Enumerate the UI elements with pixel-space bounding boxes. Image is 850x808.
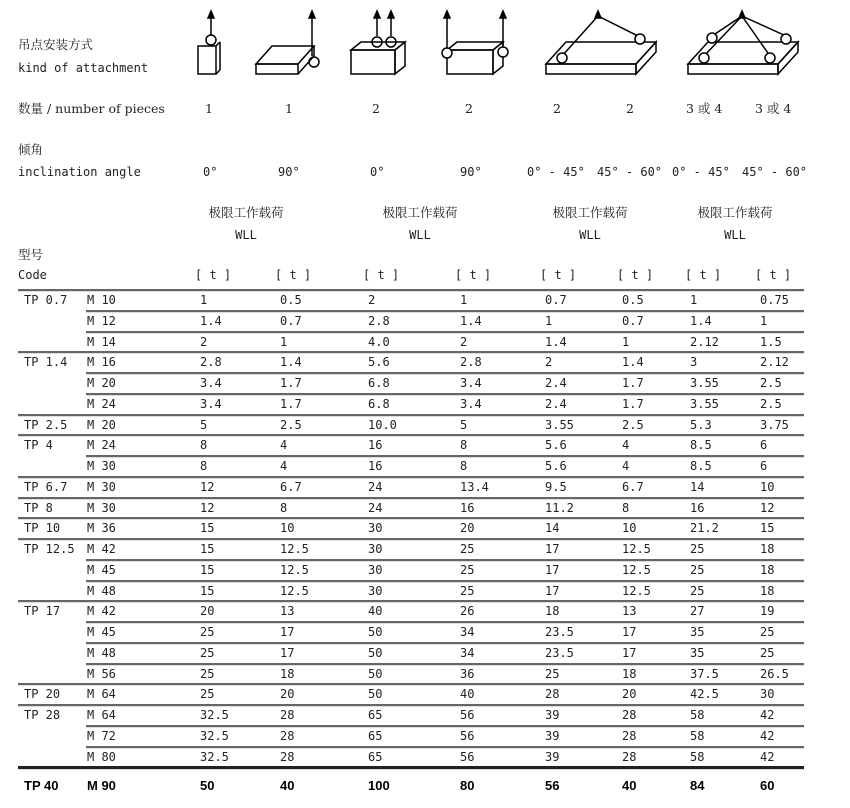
row-value: 1.4 xyxy=(460,313,482,328)
row-value: 6.8 xyxy=(368,396,390,411)
pieces-value: 2 xyxy=(465,101,473,116)
row-value: 1.7 xyxy=(622,376,644,390)
row-value: 18 xyxy=(545,604,560,619)
unit-label: [ t ] xyxy=(617,268,654,282)
row-value: 1.5 xyxy=(760,334,782,349)
wll-label-cn: 极限工作载荷 xyxy=(552,205,628,220)
row-value: 2.5 xyxy=(280,417,302,432)
table-row xyxy=(0,311,850,332)
row-value: 3.4 xyxy=(460,396,482,411)
unit-label: [ t ] xyxy=(275,268,312,282)
row-value: 0.7 xyxy=(622,313,644,328)
row-value: 32.5 xyxy=(200,749,229,764)
row-value: 18 xyxy=(760,562,775,577)
row-value: 40 xyxy=(368,604,383,619)
unit-label: [ t ] xyxy=(685,268,722,282)
row-value: 1 xyxy=(200,293,208,307)
table-row xyxy=(0,601,850,622)
row-value: 56 xyxy=(460,708,475,722)
angle-value: 0° xyxy=(203,165,218,179)
row-value: 39 xyxy=(545,708,560,722)
row-size: M 45 xyxy=(87,625,116,639)
row-value: 17 xyxy=(545,562,560,577)
row-value: 8 xyxy=(622,500,630,515)
row-value: 25 xyxy=(545,666,560,681)
table-row xyxy=(0,394,850,415)
row-size: M 45 xyxy=(87,562,116,577)
row-value: 34 xyxy=(460,645,475,660)
row-value: 0.5 xyxy=(280,293,302,307)
row-value: 8.5 xyxy=(690,438,712,453)
table-row xyxy=(0,456,850,477)
row-size: M 48 xyxy=(87,645,116,660)
row-value: 1 xyxy=(760,313,768,328)
row-value: 1.4 xyxy=(690,313,712,328)
row-value: 15 xyxy=(200,583,215,598)
row-value: 24 xyxy=(368,500,383,515)
row-value: 19 xyxy=(760,604,775,619)
pieces-value: 2 xyxy=(553,101,561,116)
row-value: 30 xyxy=(368,583,383,598)
row-value: 16 xyxy=(368,438,383,453)
row-value: 2 xyxy=(545,355,553,370)
row-size: M 30 xyxy=(87,459,116,473)
row-value: 2.5 xyxy=(760,376,782,390)
row-value: 3.4 xyxy=(460,376,482,390)
row-value: 2 xyxy=(368,293,376,307)
row-value: 0.75 xyxy=(760,293,789,307)
row-value: 58 xyxy=(690,749,705,764)
row-value: 13 xyxy=(280,604,295,619)
row-value: 21.2 xyxy=(690,521,719,536)
row-size: M 16 xyxy=(87,355,116,370)
unit-label: [ t ] xyxy=(195,268,232,282)
row-value: 6.7 xyxy=(280,479,302,494)
row-code: TP 0.7 xyxy=(24,293,68,307)
row-value: 35 xyxy=(690,645,705,660)
row-value: 4 xyxy=(622,438,630,453)
table-row xyxy=(0,332,850,353)
row-value: 2.12 xyxy=(690,334,719,349)
row-value: 16 xyxy=(690,500,705,515)
row-value: 8.5 xyxy=(690,459,712,473)
row-value: 16 xyxy=(368,459,383,473)
row-value: 8 xyxy=(200,438,208,453)
row-value: 3.55 xyxy=(690,376,719,390)
row-value: 18 xyxy=(280,666,295,681)
row-value: 28 xyxy=(545,687,560,702)
unit-label: [ t ] xyxy=(455,268,492,282)
row-value: 12 xyxy=(200,479,215,494)
row-value: 2 xyxy=(460,334,468,349)
row-value: 12 xyxy=(200,500,215,515)
row-value: 6.8 xyxy=(368,376,390,390)
table-row xyxy=(0,581,850,602)
row-code: TP 1.4 xyxy=(24,355,68,370)
row-value: 17 xyxy=(622,625,637,639)
row-value: 28 xyxy=(622,749,637,764)
row-value: 100 xyxy=(368,778,390,794)
row-value: 39 xyxy=(545,728,560,743)
angle-value: 90° xyxy=(278,165,300,179)
row-value: 20 xyxy=(622,687,637,702)
table-row xyxy=(0,643,850,664)
row-value: 1 xyxy=(460,293,468,307)
two-point-side-icon xyxy=(435,8,515,76)
row-value: 40 xyxy=(460,687,475,702)
row-value: 65 xyxy=(368,728,383,743)
angle-value: 45° - 60° xyxy=(742,165,808,179)
row-value: 56 xyxy=(460,728,475,743)
row-value: 0.7 xyxy=(545,293,567,307)
row-value: 50 xyxy=(200,778,215,794)
row-value: 35 xyxy=(690,625,705,639)
row-value: 13.4 xyxy=(460,479,489,494)
row-code: TP 10 xyxy=(24,521,61,536)
table-row xyxy=(0,684,850,705)
row-value: 34 xyxy=(460,625,475,639)
row-size: M 20 xyxy=(87,417,116,432)
row-value: 12 xyxy=(760,500,775,515)
attachment-label-en: kind of attachment xyxy=(18,61,149,75)
row-value: 50 xyxy=(368,687,383,702)
row-value: 30 xyxy=(368,521,383,536)
row-value: 25 xyxy=(760,645,775,660)
row-value: 26.5 xyxy=(760,666,789,681)
row-value: 42 xyxy=(760,728,775,743)
row-value: 1 xyxy=(545,313,553,328)
row-value: 1 xyxy=(622,334,630,349)
row-value: 84 xyxy=(690,778,705,794)
table-row xyxy=(0,747,850,768)
wll-label-en: WLL xyxy=(724,228,746,242)
row-size: M 30 xyxy=(87,479,116,494)
row-value: 1.7 xyxy=(280,376,302,390)
row-value: 3.55 xyxy=(690,396,719,411)
row-size: M 14 xyxy=(87,334,116,349)
row-value: 18 xyxy=(760,583,775,598)
row-value: 28 xyxy=(622,708,637,722)
table-row-total xyxy=(0,776,850,797)
wll-label-en: WLL xyxy=(235,228,257,242)
row-size: M 30 xyxy=(87,500,116,515)
pieces-value: 2 xyxy=(372,101,380,116)
row-size: M 12 xyxy=(87,313,116,328)
pieces-value: 3 或 4 xyxy=(686,101,723,116)
row-value: 5.6 xyxy=(545,459,567,473)
row-value: 5 xyxy=(460,417,468,432)
row-size: M 72 xyxy=(87,728,116,743)
row-value: 80 xyxy=(460,778,475,794)
row-value: 25 xyxy=(460,583,475,598)
table-row xyxy=(0,518,850,539)
row-size: M 42 xyxy=(87,542,116,556)
row-value: 15 xyxy=(760,521,775,536)
row-value: 15 xyxy=(200,521,215,536)
row-value: 42 xyxy=(760,708,775,722)
row-size: M 20 xyxy=(87,376,116,390)
row-value: 17 xyxy=(280,625,295,639)
row-size: M 64 xyxy=(87,708,116,722)
row-code: TP 6.7 xyxy=(24,479,68,494)
row-value: 27 xyxy=(690,604,705,619)
row-value: 37.5 xyxy=(690,666,719,681)
row-value: 17 xyxy=(280,645,295,660)
row-value: 8 xyxy=(460,459,468,473)
row-value: 20 xyxy=(280,687,295,702)
row-size: M 64 xyxy=(87,687,116,702)
angle-value: 45° - 60° xyxy=(597,165,663,179)
table-row xyxy=(0,498,850,519)
row-code: TP 17 xyxy=(24,604,61,619)
table-row xyxy=(0,435,850,456)
pieces-label xyxy=(18,102,165,116)
row-value: 4 xyxy=(280,459,288,473)
row-value: 14 xyxy=(690,479,705,494)
row-value: 3.4 xyxy=(200,376,222,390)
row-value: 25 xyxy=(200,625,215,639)
angle-value: 0° - 45° xyxy=(527,165,585,179)
table-row xyxy=(0,477,850,498)
row-code: TP 2.5 xyxy=(24,417,68,432)
row-value: 11.2 xyxy=(545,500,574,515)
angle-value: 0° xyxy=(370,165,385,179)
row-value: 8 xyxy=(280,500,288,515)
pieces-value: 2 xyxy=(626,101,634,116)
row-size: M 24 xyxy=(87,396,116,411)
attachment-label-cn: 吊点安装方式 xyxy=(18,37,94,52)
row-value: 40 xyxy=(622,778,637,794)
row-value: 20 xyxy=(200,604,215,619)
row-value: 28 xyxy=(280,749,295,764)
pieces-value: 3 或 4 xyxy=(755,101,792,116)
row-value: 30 xyxy=(368,542,383,556)
row-value: 50 xyxy=(368,666,383,681)
row-value: 2.5 xyxy=(622,417,644,432)
row-value: 6 xyxy=(760,438,768,453)
row-value: 3.55 xyxy=(545,417,574,432)
row-value: 10 xyxy=(622,521,637,536)
row-value: 12.5 xyxy=(280,562,309,577)
row-value: 30 xyxy=(368,562,383,577)
unit-label: [ t ] xyxy=(540,268,577,282)
row-value: 2.12 xyxy=(760,355,789,370)
row-value: 42 xyxy=(760,749,775,764)
two-point-top-icon xyxy=(345,8,417,76)
wll-label-en: WLL xyxy=(579,228,601,242)
row-value: 12.5 xyxy=(622,542,651,556)
unit-label: [ t ] xyxy=(363,268,400,282)
row-value: 25 xyxy=(690,542,705,556)
row-value: 25 xyxy=(200,666,215,681)
row-value: 25 xyxy=(690,562,705,577)
row-value: 1.4 xyxy=(545,334,567,349)
row-code: TP 4 xyxy=(24,438,53,453)
row-size: M 48 xyxy=(87,583,116,598)
row-size: M 80 xyxy=(87,749,116,764)
row-value: 1.4 xyxy=(200,313,222,328)
row-value: 0.5 xyxy=(622,293,644,307)
table-row xyxy=(0,664,850,685)
row-value: 18 xyxy=(760,542,775,556)
row-value: 1.4 xyxy=(280,355,302,370)
row-value: 25 xyxy=(200,687,215,702)
row-value: 60 xyxy=(760,778,775,794)
row-value: 25 xyxy=(690,583,705,598)
row-code: TP 40 xyxy=(24,778,59,794)
table-row xyxy=(0,705,850,726)
row-value: 6.7 xyxy=(622,479,644,494)
row-value: 25 xyxy=(460,562,475,577)
row-value: 56 xyxy=(545,778,560,794)
row-value: 3 xyxy=(690,355,698,370)
row-value: 12.5 xyxy=(280,542,309,556)
row-value: 10.0 xyxy=(368,417,397,432)
row-value: 10 xyxy=(280,521,295,536)
row-value: 3.4 xyxy=(200,396,222,411)
row-size: M 36 xyxy=(87,521,116,536)
row-value: 9.5 xyxy=(545,479,567,494)
row-value: 58 xyxy=(690,708,705,722)
row-value: 17 xyxy=(545,583,560,598)
row-value: 12.5 xyxy=(622,562,651,577)
row-value: 5.3 xyxy=(690,417,712,432)
angle-value: 0° - 45° xyxy=(672,165,730,179)
row-value: 1.4 xyxy=(622,355,644,370)
four-leg-sling-icon xyxy=(682,8,802,76)
two-leg-sling-icon xyxy=(540,8,660,76)
pieces-label-text: 数量 / number of pieces xyxy=(18,101,165,116)
row-value: 65 xyxy=(368,708,383,722)
row-value: 28 xyxy=(280,708,295,722)
unit-label: [ t ] xyxy=(755,268,792,282)
wll-label-cn: 极限工作载荷 xyxy=(697,205,773,220)
single-point-vertical-icon xyxy=(190,8,230,76)
table-row xyxy=(0,373,850,394)
row-value: 6 xyxy=(760,459,768,473)
table-row xyxy=(0,539,850,560)
row-value: 2.8 xyxy=(200,355,222,370)
row-value: 12.5 xyxy=(622,583,651,598)
row-value: 20 xyxy=(460,521,475,536)
wll-label-cn: 极限工作载荷 xyxy=(208,205,284,220)
row-value: 16 xyxy=(460,500,475,515)
row-value: 32.5 xyxy=(200,708,229,722)
row-value: 15 xyxy=(200,542,215,556)
row-value: 23.5 xyxy=(545,625,574,639)
row-value: 23.5 xyxy=(545,645,574,660)
row-size: M 56 xyxy=(87,666,116,681)
row-value: 58 xyxy=(690,728,705,743)
table-row xyxy=(0,622,850,643)
row-value: 0.7 xyxy=(280,313,302,328)
row-value: 28 xyxy=(622,728,637,743)
wll-label-cn: 极限工作载荷 xyxy=(382,205,458,220)
angle-label-cn: 倾角 xyxy=(18,142,44,157)
row-size: M 24 xyxy=(87,438,116,453)
row-value: 5 xyxy=(200,417,208,432)
row-value: 40 xyxy=(280,778,295,794)
row-value: 13 xyxy=(622,604,637,619)
row-value: 2.4 xyxy=(545,376,567,390)
table-row xyxy=(0,560,850,581)
row-value: 32.5 xyxy=(200,728,229,743)
row-value: 26 xyxy=(460,604,475,619)
row-value: 39 xyxy=(545,749,560,764)
row-value: 2.5 xyxy=(760,396,782,411)
row-value: 1.7 xyxy=(622,396,644,411)
row-value: 30 xyxy=(760,687,775,702)
row-value: 28 xyxy=(280,728,295,743)
row-code: TP 20 xyxy=(24,687,61,702)
row-code: TP 12.5 xyxy=(24,542,75,556)
row-value: 8 xyxy=(460,438,468,453)
pieces-value: 1 xyxy=(205,101,213,116)
angle-value: 90° xyxy=(460,165,482,179)
row-value: 12.5 xyxy=(280,583,309,598)
row-value: 8 xyxy=(200,459,208,473)
code-label-cn: 型号 xyxy=(18,247,44,262)
row-value: 56 xyxy=(460,749,475,764)
row-value: 50 xyxy=(368,645,383,660)
row-value: 17 xyxy=(545,542,560,556)
row-value: 42.5 xyxy=(690,687,719,702)
angle-label-en: inclination angle xyxy=(18,165,141,179)
row-value: 2.4 xyxy=(545,396,567,411)
row-value: 2.8 xyxy=(368,313,390,328)
table-row xyxy=(0,352,850,373)
row-value: 2.8 xyxy=(460,355,482,370)
row-value: 5.6 xyxy=(368,355,390,370)
row-size: M 90 xyxy=(87,778,116,794)
table-bottom-rule xyxy=(18,766,804,770)
row-value: 1 xyxy=(280,334,288,349)
table-row xyxy=(0,415,850,436)
row-size: M 42 xyxy=(87,604,116,619)
row-value: 4 xyxy=(622,459,630,473)
row-value: 25 xyxy=(760,625,775,639)
row-value: 3.75 xyxy=(760,417,789,432)
row-value: 65 xyxy=(368,749,383,764)
row-value: 5.6 xyxy=(545,438,567,453)
table-row xyxy=(0,726,850,747)
row-code: TP 8 xyxy=(24,500,53,515)
single-point-side-icon xyxy=(252,8,324,76)
row-value: 10 xyxy=(760,479,775,494)
row-value: 25 xyxy=(460,542,475,556)
row-value: 1 xyxy=(690,293,698,307)
code-label-en: Code xyxy=(18,268,47,282)
row-value: 50 xyxy=(368,625,383,639)
row-value: 36 xyxy=(460,666,475,681)
row-value: 24 xyxy=(368,479,383,494)
row-value: 14 xyxy=(545,521,560,536)
row-value: 18 xyxy=(622,666,637,681)
row-value: 17 xyxy=(622,645,637,660)
row-size: M 10 xyxy=(87,293,116,307)
table-row xyxy=(0,290,850,311)
row-value: 4.0 xyxy=(368,334,390,349)
wll-label-en: WLL xyxy=(409,228,431,242)
pieces-value: 1 xyxy=(285,101,293,116)
row-value: 25 xyxy=(200,645,215,660)
row-value: 2 xyxy=(200,334,208,349)
row-value: 15 xyxy=(200,562,215,577)
row-value: 1.7 xyxy=(280,396,302,411)
row-value: 4 xyxy=(280,438,288,453)
row-code: TP 28 xyxy=(24,708,61,722)
